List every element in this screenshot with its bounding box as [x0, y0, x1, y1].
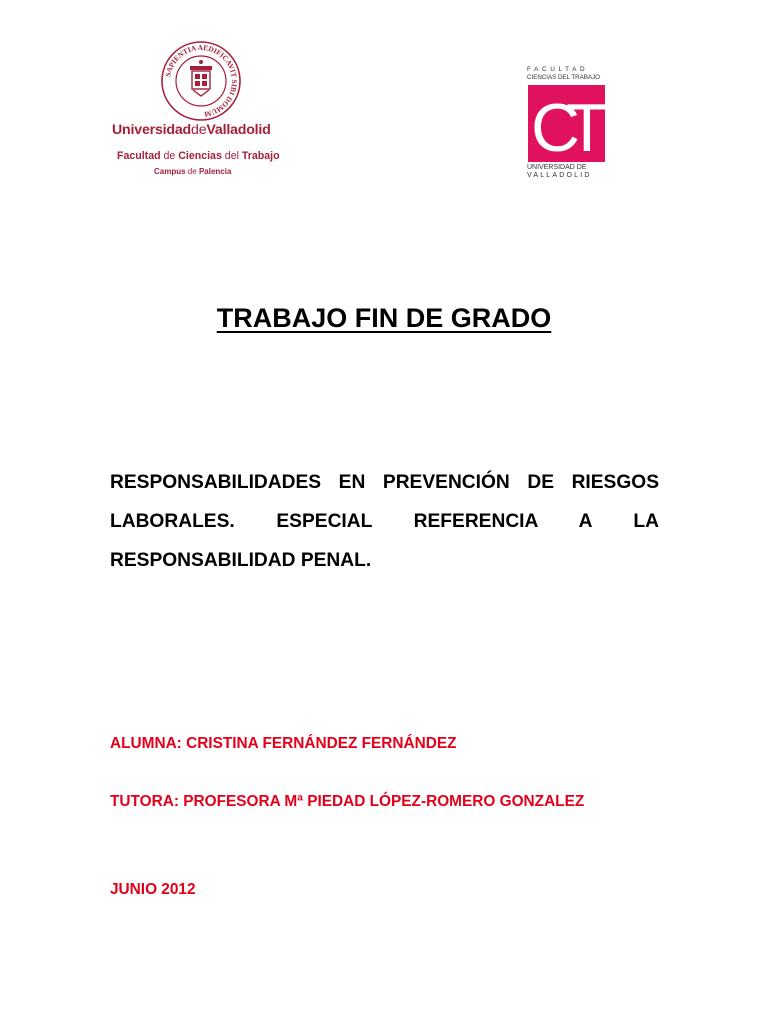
- document-title: [0, 303, 768, 334]
- faculty-logo-bottom-line1: UNIVERSIDAD DE: [527, 164, 587, 171]
- thesis-subject: RESPONSABILIDADES EN PREVENCIÓN DE RIESGOS LABORALES. ESPECIAL REFERENCIA A LA RESPONSABILIDAD PENAL.: [110, 472, 659, 571]
- faculty-name-part1: Facultad: [117, 150, 161, 162]
- campus-name-part2: de: [187, 167, 197, 176]
- ct-mark-text: CT: [531, 90, 594, 162]
- tutor-name: TUTORA: PROFESORA Mª PIEDAD LÓPEZ-ROMERO GONZALEZ: [110, 793, 585, 810]
- university-seal-icon: [160, 40, 242, 122]
- faculty-logo-bottom-line2: VALLADOLID: [527, 172, 592, 179]
- faculty-name-part2: de: [163, 150, 176, 162]
- faculty-name-part5: Trabajo: [241, 150, 280, 162]
- ct-mark-icon: [528, 85, 605, 162]
- university-logo: [112, 40, 292, 185]
- university-name: [112, 122, 271, 138]
- campus-name: [154, 167, 231, 176]
- university-name-part1: Universidad: [112, 122, 192, 138]
- university-name-part2: de: [191, 122, 207, 138]
- faculty-name: [117, 150, 280, 162]
- campus-name-part3: Palencia: [198, 167, 232, 176]
- document-title-text: TRABAJO FIN DE GRADO: [216, 303, 552, 333]
- faculty-logo-top-line1: FACULTAD: [527, 66, 589, 73]
- student-name: ALUMNA: CRISTINA FERNÁNDEZ FERNÁNDEZ: [110, 735, 457, 752]
- faculty-logo: [527, 66, 612, 184]
- svg-text:SAPIENTIA AEDIFICAVIT SIBI DOM: [163, 43, 239, 119]
- faculty-name-part4: del: [224, 150, 239, 162]
- submission-date: JUNIO 2012: [110, 881, 196, 898]
- seal-text: SAPIENTIA AEDIFICAVIT SIBI DOMUM: [163, 42, 240, 119]
- faculty-logo-top-line2: CIENCIAS DEL TRABAJO: [527, 74, 600, 81]
- faculty-name-part3: Ciencias: [178, 150, 222, 162]
- university-name-part3: Valladolid: [206, 122, 271, 138]
- campus-name-part1: Campus: [154, 167, 186, 176]
